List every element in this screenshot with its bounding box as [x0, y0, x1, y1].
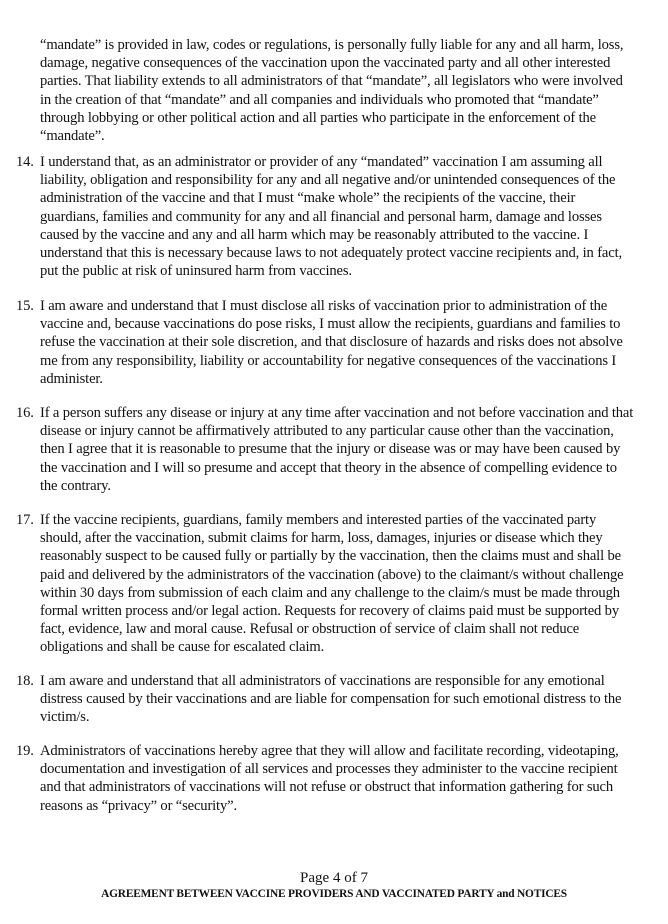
list-item-18 [16, 672, 660, 727]
footer-title-part: AGREEMENT BETWEEN VACCINE PROVIDERS AND VACCINATED PARTY [101, 888, 497, 900]
text-line: within 30 days from submission of each claim and any challenge to the claim/s must be made through [40, 584, 620, 601]
document-footer-title [0, 887, 668, 901]
text-line: “mandate”. [40, 128, 105, 145]
text-line: Administrators of vaccinations hereby agree that they will allow and facilitate recording, videotaping, [40, 743, 619, 759]
text-line: through lobbying or other political action and all parties who participate in the enforcement of the [40, 109, 597, 126]
text-line: vaccine and, because vaccinations do pose risks, I must allow the recipients, guardians and families to [40, 316, 621, 333]
text-line: I am aware and understand that all administrators of vaccinations are responsible for any emotional [40, 673, 605, 689]
list-item-17 [16, 511, 660, 657]
text-line: understand that this is necessary because laws to not adequately protect vaccine recipients and, in fact, [40, 245, 622, 262]
text-line: reasonably suspect to be caused fully or partially by the vaccination, then the claims must and shall be [40, 548, 621, 565]
text-line: the vaccination and I will so presume and accept that theory in the absence of compelling evidence to [40, 459, 617, 476]
item-number: 14. [16, 154, 34, 170]
item-number: 17. [16, 512, 34, 528]
text-line: fact, evidence, law and moral cause. Refusal or obstruction of service of claim shall not reduce [40, 621, 580, 638]
text-line: formal written process and/or legal action. Requests for recovery of claims paid must be supported by [40, 603, 619, 620]
list-item-15 [16, 297, 660, 388]
item-number: 15. [16, 298, 34, 314]
text-line: caused by the vaccine and any and all harm which may be reasonably attributed to the vaccine. I [40, 226, 589, 243]
text-line: damage, negative consequences of the vaccination upon the vaccinated party and all other interested [40, 55, 611, 72]
page-indicator: Page 4 of 7 [300, 870, 368, 886]
text-line: administration of the vaccine and that I must “make whole” the recipients of the vaccine, their [40, 190, 576, 207]
text-line: guardians, families and community for any and all financial and personal harm, damage and losses [40, 208, 602, 225]
item-number: 16. [16, 405, 34, 421]
text-line: refuse the vaccination at their sole discretion, and that disclosure of hazards and risks does not absolve [40, 334, 623, 351]
list-item-14 [16, 153, 660, 280]
text-line: documentation and investigation of all services and processes they administer to the vaccine recipient [40, 761, 618, 778]
text-line: parties. That liability extends to all administrators of that “mandate”, all legislators who were involved [40, 73, 623, 90]
text-line: put the public at risk of uninsured harm from vaccines. [40, 263, 352, 280]
footer-title-part: NOTICES [514, 888, 567, 900]
list-item-19 [16, 742, 660, 815]
text-line: victim/s. [40, 709, 90, 726]
text-line: the contrary. [40, 477, 111, 494]
text-line: distress caused by their vaccinations and are liable for compensation for such emotional distress to the [40, 691, 622, 708]
text-line: I understand that, as an administrator or provider of any “mandated” vaccination I am assuming all [40, 154, 603, 170]
text-line: in the creation of that “mandate” and all companies and individuals who promoted that “mandate” [40, 91, 599, 108]
text-line: liability, obligation and responsibility for any and all negative and/or unintended consequences of the [40, 172, 616, 189]
text-line: reasons as “privacy” or “security”. [40, 797, 237, 814]
text-line: administer. [40, 370, 103, 387]
paragraph-13-continuation [40, 36, 660, 145]
text-line: “mandate” is provided in law, codes or regulations, is personally fully liable for any and all harm, loss, [40, 37, 624, 53]
text-line: If the vaccine recipients, guardians, family members and interested parties of the vaccinated party [40, 512, 597, 528]
text-line: and that administrators of vaccinations will not refuse or obstruct that information gathering for such [40, 779, 614, 796]
list-item-16 [16, 404, 660, 495]
text-line: obligations and shall be cause for escalated claim. [40, 639, 325, 656]
text-line: If a person suffers any disease or injury at any time after vaccination and not before vaccination and that [40, 405, 634, 421]
text-line: then I agree that it is reasonable to presume that the injury or disease was or may have been caused by [40, 441, 621, 458]
item-number: 19. [16, 743, 34, 759]
item-number: 18. [16, 673, 34, 689]
text-line: me from any responsibility, liability or accountability for negative consequences of the vaccinations I [40, 352, 617, 369]
text-line: I am aware and understand that I must disclose all risks of vaccination prior to administration of the [40, 298, 608, 314]
text-line: should, after the vaccination, submit claims for harm, loss, damages, injuries or disease which they [40, 530, 603, 547]
text-line: paid and delivered by the administrators of the vaccination (above) to the claimant/s without challenge [40, 566, 624, 583]
footer-title-part: and [496, 888, 515, 900]
text-line: disease or injury cannot be affirmatively attributed to any particular cause other than the vaccination, [40, 423, 614, 440]
